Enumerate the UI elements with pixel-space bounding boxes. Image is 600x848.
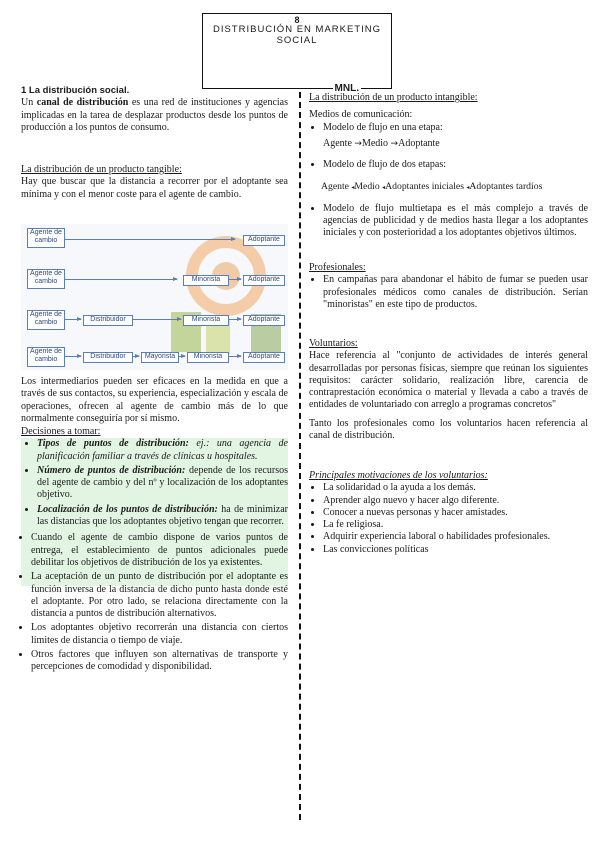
intro-bold: canal de distribución <box>36 97 129 109</box>
page-header <box>202 13 392 94</box>
list-item: • La fe religiosa. <box>323 519 588 531</box>
arrow-icon <box>229 279 241 280</box>
flow-step: Medio <box>354 181 380 193</box>
models-list <box>309 122 588 172</box>
motivations-heading: Principales motivaciones de los voluntarios: <box>309 470 488 481</box>
professionals-list <box>309 274 588 311</box>
list-item <box>323 122 588 151</box>
agent-box-4: Agente de cambio <box>27 347 65 367</box>
flow-step: Adoptantes tardíos <box>469 181 543 193</box>
flow-two-stage <box>309 181 588 194</box>
decision-text: depende de los recursos del agente de cambio y del nº y localización de los adoptantes objetivo. <box>37 464 288 501</box>
intermediaries-paragraph: Los intermediarios pueden ser eficaces en la medida en que a través de sus contactos, su experiencia, especialización y escala de operaciones, ofrecen al agente de cambio más de lo que normalmente conseguiría por sí mismo. <box>21 376 288 424</box>
both-paragraph: Tanto los profesionales como los voluntarios hacen referencia al canal de distribución. <box>309 417 588 442</box>
arrow-icon: ◂ <box>466 184 470 192</box>
list-item: • Modelo de flujo multietapa es el más complejo a través de agencias de publicidad y de medios hasta llegar a los adoptantes iniciales y con posterioridad a los adoptantes objetivos últimos. <box>323 203 588 240</box>
decision-title: Tipos de puntos de distribución: <box>37 438 189 450</box>
volunteers-definition: Hace referencia al "conjunto de actividades de interés general desarrolladas por personas físicas, siempre que reúnan los siguientes requisitos: carácter solidario, realización libre, carencia de contraprestación económica o material y llevada a cabo a través de entidades de voluntariado con arreglo a programas concretos" <box>309 350 588 411</box>
motivations-list <box>309 482 588 556</box>
arrow-icon <box>133 356 139 357</box>
intro-paragraph <box>21 97 288 134</box>
arrow-icon: ◂ <box>351 184 355 192</box>
flow-step: Medio <box>361 137 389 149</box>
arrow-icon <box>65 279 177 280</box>
arrow-icon <box>229 319 241 320</box>
list-item: • La aceptación de un punto de distribución por el adoptante es función inversa de la distancia de dicho punto hasta donde esté el adoptante. Por otro lado, se relaciona directamente con la distancia a puntos de distribución alternativos. <box>31 571 288 620</box>
volunteers-heading: Voluntarios: <box>309 338 358 349</box>
list-item: • Aprender algo nuevo y hacer algo diferente. <box>323 495 588 507</box>
intro-pre: Un <box>21 97 37 109</box>
arrow-icon <box>65 319 81 320</box>
agent-box-2: Agente de cambio <box>27 269 65 289</box>
arrow-icon <box>229 356 241 357</box>
arrow-icon: → <box>354 138 362 149</box>
list-item: • Adquirir experiencia laboral o habilidades profesionales. <box>323 531 588 543</box>
distributor-box-3: Distribuidor <box>83 315 133 326</box>
list-item: • Las convicciones políticas <box>323 544 588 556</box>
list-item: • Cuando el agente de cambio dispone de varios puntos de entrega, el establecimiento de puntos adicionales puede debilitar los objetivos de distribución de los ya existentes. <box>31 532 288 569</box>
list-item: • Otros factores que influyen son alternativas de transporte y percepciones de comodidad y disponibilidad. <box>31 649 288 674</box>
section-social-distribution <box>21 85 288 134</box>
decision-title: Número de puntos de distribución: <box>37 464 186 476</box>
column-divider <box>299 92 301 820</box>
page-title: DISTRIBUCIÓN EN MARKETING SOCIAL <box>212 24 382 46</box>
retailer-box-3: Minorista <box>183 315 229 326</box>
page-number: 8 <box>294 15 300 25</box>
list-item: • En campañas para abandonar el hábito de fumar se pueden usar profesionales médicos como canales de distribución. Serían "minoristas" en este tipo de productos. <box>323 274 588 311</box>
decision-text: ha de minimizar las distancias que los adoptantes objetivo tengan que recorrer. <box>37 503 289 528</box>
wholesaler-box-4: Mayorista <box>141 352 179 363</box>
agent-box-3: Agente de cambio <box>27 310 65 330</box>
distribution-channels-diagram <box>21 224 288 370</box>
decision-text: ej.: una agencia de planificación familiar a través de clínicas u hospitales. <box>37 438 288 462</box>
flow-step: Adoptantes iniciales <box>385 181 464 193</box>
adopter-box-4: Adoptante <box>243 352 285 363</box>
section-intangible <box>309 92 588 240</box>
arrow-icon <box>179 356 185 357</box>
media-label: Medios de comunicación: <box>309 109 413 121</box>
arrow-icon: → <box>390 138 399 149</box>
list-item <box>323 159 588 171</box>
list-item <box>37 465 288 502</box>
section-volunteers <box>309 338 588 442</box>
list-item: • Los adoptantes objetivo recorrerán una distancia con ciertos límites de distancia o tiempo de viaje. <box>31 622 288 647</box>
intangible-heading: La distribución de un producto intangible: <box>309 92 478 103</box>
professionals-heading: Profesionales: <box>309 262 366 273</box>
arrow-icon <box>65 239 235 240</box>
section-motivations <box>309 470 588 556</box>
list-item: • La solidaridad o la ayuda a los demás. <box>323 482 588 494</box>
flow-step: Agente <box>321 181 349 193</box>
adopter-box-3: Adoptante <box>243 315 285 326</box>
model-one-label: • Modelo de flujo en una etapa: <box>323 121 443 133</box>
arrow-icon <box>65 356 81 357</box>
arrow-icon: ◂ <box>382 184 386 192</box>
retailer-box-2: Minorista <box>183 275 229 286</box>
factors-list <box>21 532 288 673</box>
models-list-2 <box>309 203 588 240</box>
model-two-label: • Modelo de flujo de dos etapas: <box>323 159 447 171</box>
adopter-box-2: Adoptante <box>243 275 285 286</box>
tangible-text: Hay que buscar que la distancia a recorrer por el adoptante sea mínima y con el menor coste para el agente de cambio. <box>21 176 288 200</box>
list-item <box>37 438 288 463</box>
decision-title: Localización de los puntos de distribución: <box>37 503 218 515</box>
author-signature: MNL. <box>334 83 359 94</box>
section-professionals <box>309 262 588 311</box>
adopter-box-1: Adoptante <box>243 235 285 246</box>
section-title: 1 La distribución social. <box>21 85 130 96</box>
arrow-icon <box>133 319 181 320</box>
flow-step: Adoptante <box>398 137 440 149</box>
section-tangible <box>21 164 288 201</box>
distributor-box-4: Distribuidor <box>83 352 133 363</box>
retailer-box-4: Minorista <box>187 352 229 363</box>
list-item: • Conocer a nuevas personas y hacer amistades. <box>323 507 588 519</box>
flow-step: Agente <box>323 137 352 149</box>
tangible-heading: La distribución de un producto tangible: <box>21 164 182 175</box>
agent-box-1: Agente de cambio <box>27 228 65 248</box>
intro-post: es una red de instituciones y agencias implicadas en la tarea de desplazar productos desde los puntos de producción a los puntos de consumo. <box>21 97 288 133</box>
list-item <box>37 504 288 529</box>
decisions-list <box>21 438 288 528</box>
decisions-heading: Decisiones a tomar: <box>21 426 101 437</box>
section-decisions <box>21 426 288 674</box>
flow-one-stage <box>323 138 588 150</box>
